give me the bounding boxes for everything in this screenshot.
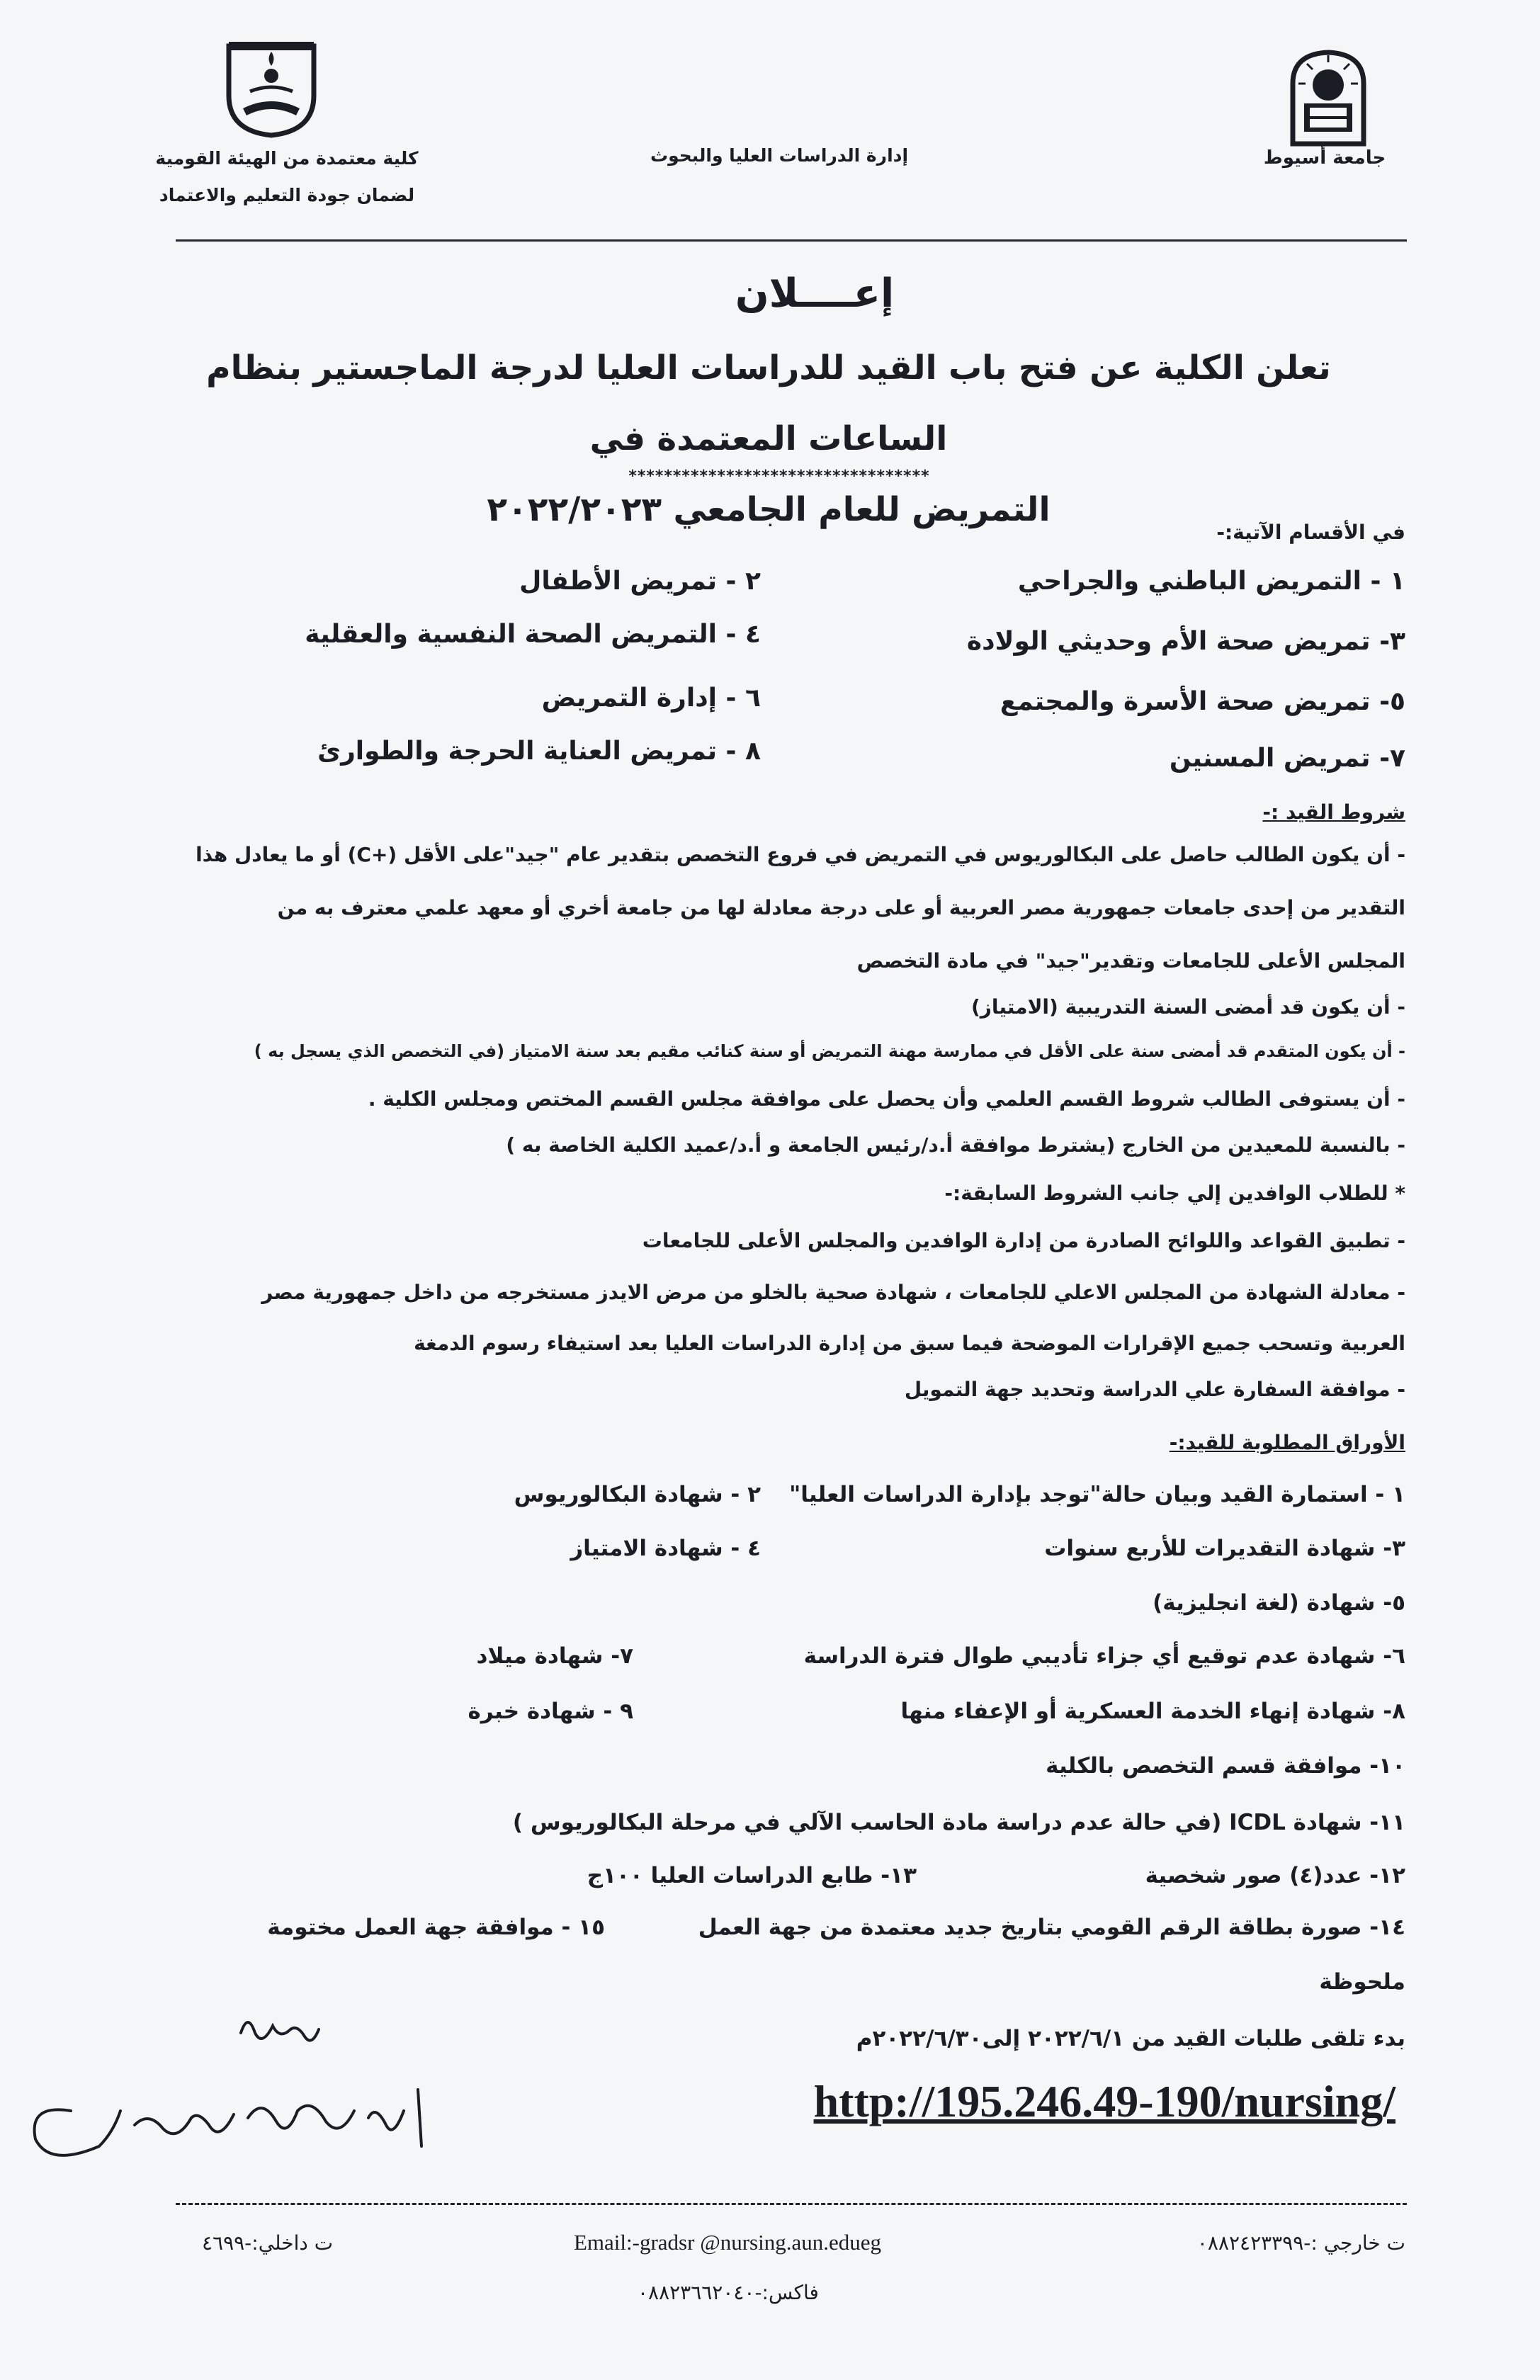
accreditation-line-1: كلية معتمدة من الهيئة القومية <box>155 148 419 169</box>
fax-number: فاكس:-٠٨٨٢٣٦٦٢٠٤٠ <box>638 2281 819 2304</box>
department-item: ٣- تمريض صحة الأم وحديثي الولادة <box>966 627 1405 656</box>
document-item: ٢ - شهادة البكالوريوس <box>514 1482 761 1507</box>
external-phone: ت خارجي :-٠٨٨٢٤٢٣٣٩٩ <box>1196 2231 1405 2255</box>
department-name: إدارة الدراسات العليا والبحوث <box>650 145 909 166</box>
department-item: ١ - التمريض الباطني والجراحي <box>1017 567 1405 596</box>
document-item: ٤ - شهادة الامتياز <box>570 1536 761 1561</box>
document-item: ١٤- صورة بطاقة الرقم القومي بتاريخ جديد معتمدة من جهة العمل <box>698 1915 1405 1940</box>
condition-line: - أن يستوفى الطالب شروط القسم العلمي وأن يحصل على موافقة مجلس القسم المختص ومجلس الكلية . <box>368 1087 1405 1111</box>
document-item: ١٢- عدد(٤) صور شخصية <box>1145 1863 1405 1888</box>
condition-line: التقدير من إحدى جامعات جمهورية مصر العربية أو على درجة معادلة لها من جامعة أخري أو معهد علمي معترف به من <box>277 896 1405 919</box>
subtitle-line-2: التمريض للعام الجامعي ٢٠٢٢/٢٠٢٣ <box>487 490 1051 529</box>
department-item: ٧- تمريض المسنين <box>1169 744 1405 773</box>
department-item: ٢ - تمريض الأطفال <box>519 567 761 596</box>
note-text: بدء تلقى طلبات القيد من ٢٠٢٢/٦/١ إلى٢٠٢٢/٦/٣٠م <box>856 2026 1405 2051</box>
internal-phone: ت داخلي:-٤٦٩٩ <box>202 2231 334 2255</box>
accreditation-text <box>142 140 432 214</box>
subtitle-line-1: تعلن الكلية عن فتح باب القيد للدراسات العليا لدرجة الماجستير بنظام الساعات المعتمدة في <box>206 348 1331 458</box>
department-item: ٥- تمريض صحة الأسرة والمجتمع <box>1000 687 1405 716</box>
department-item: ٦ - إدارة التمريض <box>541 684 761 713</box>
document-item: ٧- شهادة ميلاد <box>476 1643 633 1669</box>
announcement-subtitle <box>184 333 1353 545</box>
document-item: ٩ - شهادة خبرة <box>468 1699 633 1724</box>
announcement-title: إعــــلان <box>735 271 895 317</box>
condition-line: - بالنسبة للمعيدين من الخارج (يشترط موافقة أ.د/رئيس الجامعة و أ.د/عميد الكلية الخاصة به ) <box>506 1133 1405 1157</box>
documents-heading: الأوراق المطلوبة للقيد:- <box>1169 1431 1405 1454</box>
university-logo-icon <box>1286 48 1371 147</box>
conditions-heading: شروط القيد :- <box>1262 800 1405 824</box>
condition-line: - موافقة السفارة علي الدراسة وتحديد جهة التمويل <box>904 1378 1405 1401</box>
email-address[interactable]: Email:-gradsr @nursing.aun.edueg <box>574 2230 882 2255</box>
condition-line: - أن يكون قد أمضى السنة التدريبية (الامتياز) <box>970 995 1405 1019</box>
condition-line: العربية وتسحب جميع الإقرارات الموضحة فيما سبق من إدارة الدراسات العليا بعد استيفاء رسوم الدمغة <box>414 1332 1405 1355</box>
document-item: ٣- شهادة التقديرات للأربع سنوات <box>1044 1536 1405 1561</box>
document-item: ١٣- طابع الدراسات العليا ١٠٠ج <box>587 1863 917 1888</box>
star-divider: ********************************** <box>628 468 930 485</box>
note-heading: ملحوظة <box>1319 1969 1405 1995</box>
document-item: ١٥ - موافقة جهة العمل مختومة <box>267 1915 605 1940</box>
accreditation-line-2: لضمان جودة التعليم والاعتماد <box>159 185 415 205</box>
document-item: ١١- شهادة ICDL (في حالة عدم دراسة مادة الحاسب الآلي في مرحلة البكالوريوس ) <box>512 1810 1405 1835</box>
department-item: ٤ - التمريض الصحة النفسية والعقلية <box>305 620 761 649</box>
department-item: ٨ - تمريض العناية الحرجة والطوارئ <box>317 737 761 766</box>
faculty-logo-icon <box>218 32 324 138</box>
handwritten-signature <box>7 2005 503 2182</box>
condition-line: - أن يكون الطالب حاصل على البكالوريوس في التمريض في فروع التخصص بتقدير عام "جيد"على الأقل (+C) أو ما يعادل هذا <box>196 843 1405 866</box>
departments-heading: في الأقسام الآتية:- <box>1216 521 1405 544</box>
document-item: ٦- شهادة عدم توقيع أي جزاء تأديبي طوال فترة الدراسة <box>803 1643 1405 1669</box>
condition-line: - معادلة الشهادة من المجلس الاعلي للجامعات ، شهادة صحية بالخلو من مرض الايدز مستخرجه من داخل جمهورية مصر <box>261 1281 1405 1304</box>
document-item: ١٠- موافقة قسم التخصص بالكلية <box>1046 1753 1405 1779</box>
document-item: ٨- شهادة إنهاء الخدمة العسكرية أو الإعفاء منها <box>900 1699 1405 1724</box>
document-item: ٥- شهادة (لغة انجليزية) <box>1153 1590 1405 1616</box>
condition-line: * للطلاب الوافدين إلي جانب الشروط السابقة:- <box>944 1182 1405 1205</box>
footer-divider <box>176 2203 1407 2205</box>
university-name: جامعة أسيوط <box>1263 147 1386 169</box>
header-divider <box>176 239 1407 242</box>
condition-line: - أن يكون المتقدم قد أمضى سنة على الأقل في ممارسة مهنة التمريض أو سنة كنائب مقيم بعد سنة الامتياز (في التخصص الذي يسجل به ) <box>254 1041 1405 1061</box>
document-item: ١ - استمارة القيد وبيان حالة"توجد بإدارة الدراسات العليا" <box>789 1482 1405 1507</box>
condition-line: المجلس الأعلى للجامعات وتقدير"جيد" في مادة التخصص <box>856 949 1405 973</box>
application-url-link[interactable]: http://195.246.49-190/nursing/ <box>813 2076 1395 2126</box>
condition-line: - تطبيق القواعد واللوائح الصادرة من إدارة الوافدين والمجلس الأعلى للجامعات <box>642 1229 1405 1252</box>
